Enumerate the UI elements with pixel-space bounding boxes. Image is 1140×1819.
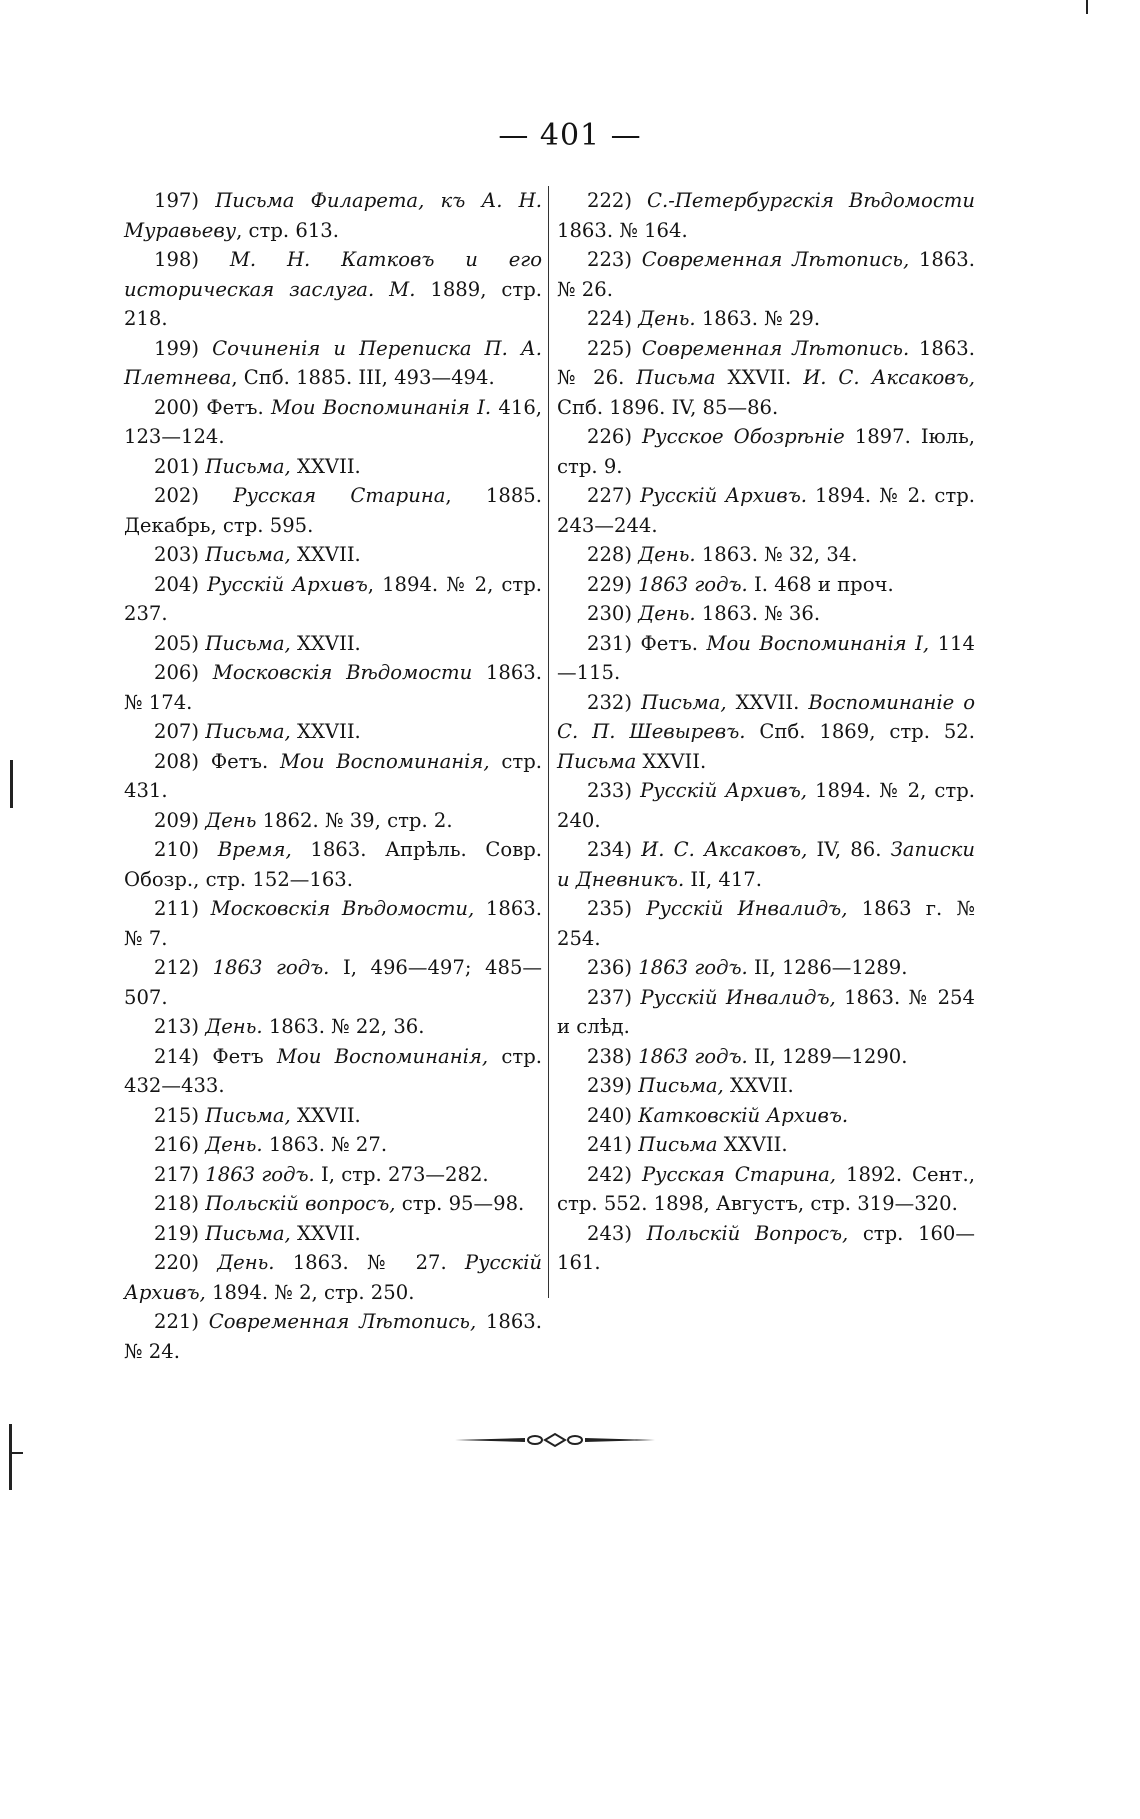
footnote-text: 1863. Апрѣль. Совр. Обозр., стр. 152—163. xyxy=(124,838,542,891)
footnote-number: 240) xyxy=(587,1103,639,1127)
footnote-title: 1863 годъ. xyxy=(638,1044,748,1068)
footnote-entry xyxy=(124,747,542,806)
footnote-text: 114—115. xyxy=(557,631,975,684)
footnote-text: 1863. № 27. xyxy=(262,1133,388,1156)
footnote-number: 199) xyxy=(154,336,213,360)
footnote-number: 233) xyxy=(587,779,641,802)
footnote-text: I, 496—497; 485—507. xyxy=(124,956,543,1009)
footnote-number: 214) xyxy=(154,1044,213,1068)
footnote-title: 1863 годъ. xyxy=(205,1162,315,1186)
footnote-entry xyxy=(124,658,542,717)
footnote-number: 200) xyxy=(154,395,207,419)
scan-mark xyxy=(1086,0,1088,14)
footnote-text: стр. 160—161. xyxy=(557,1221,975,1274)
footnote-text: 1863 г. № 254. xyxy=(557,897,975,950)
footnote-number: 201) xyxy=(154,454,206,478)
footnote-text: 1892. Сент., стр. 552. 1898, Августъ, стр. 319—320. xyxy=(557,1162,975,1215)
footnote-entry xyxy=(557,304,975,334)
footnote-text: Фетъ. xyxy=(210,749,280,773)
footnote-title: Русская Старина, xyxy=(642,1162,837,1186)
scan-mark xyxy=(11,1452,23,1454)
footnote-title: Письма, xyxy=(638,1074,724,1097)
footnote-number: 221) xyxy=(154,1310,209,1333)
footnote-number: 204) xyxy=(154,572,208,596)
footnote-number: 236) xyxy=(587,956,639,979)
footnote-number: 241) xyxy=(587,1133,639,1156)
footnote-number: 215) xyxy=(154,1103,206,1127)
footnote-title: С.-Петербургскія Вѣдомости xyxy=(647,189,975,212)
footnote-entry xyxy=(124,452,542,482)
footnote-number: 224) xyxy=(587,307,639,330)
footnote-text: II, 1289—1290. xyxy=(747,1044,908,1068)
footnote-text: 1894. № 2, стр. 250. xyxy=(205,1280,415,1304)
footnote-text: 1889, стр. 218. xyxy=(124,277,542,330)
footnote-text: 1894. № 2. стр. 243—244. xyxy=(557,484,975,537)
footnote-entry xyxy=(557,629,975,688)
footnote-text: XXVII. xyxy=(290,454,361,478)
footnote-text: XXVII. xyxy=(636,749,707,773)
footnote-title: День xyxy=(205,808,257,832)
footnote-entry xyxy=(557,688,975,777)
footnote-title: День. xyxy=(638,602,696,625)
footnote-number: 222) xyxy=(587,189,647,212)
footnote-number: 209) xyxy=(154,808,206,832)
footnote-number: 197) xyxy=(154,189,216,212)
footnote-text: , Спб. 1885. III, 493—494. xyxy=(231,366,495,389)
footnote-number: 220) xyxy=(154,1251,218,1274)
footnote-title: Письма, xyxy=(641,690,727,714)
footnote-entry xyxy=(557,1130,975,1160)
footnote-title: Мои Воспоминанія, xyxy=(279,749,490,773)
footnote-text: IV, 86. xyxy=(807,838,891,861)
footnote-text: 1863. № 26. xyxy=(557,336,975,389)
footnote-title: Русскій Архивъ, xyxy=(640,779,807,802)
footnote-title: Русскій Инвалидъ, xyxy=(646,897,848,920)
footnote-text: 1863. № 27. xyxy=(274,1251,465,1274)
footnote-text: 1863. № 29. xyxy=(695,307,821,330)
footnote-entry xyxy=(124,1042,542,1101)
footnote-entry xyxy=(557,835,975,894)
page-number: — 401 — xyxy=(498,118,642,153)
footnote-entry xyxy=(124,1219,542,1249)
column-divider xyxy=(548,186,549,1298)
footnote-text: стр. 95—98. xyxy=(395,1192,525,1215)
footnotes-left-column xyxy=(124,186,542,1366)
footnote-title: Русскій Архивъ. xyxy=(640,484,807,507)
footnote-text: 416, 123—124. xyxy=(124,395,543,448)
footnote-entry xyxy=(557,776,975,835)
footnote-title: Письма, xyxy=(205,1221,291,1245)
footnote-entry xyxy=(124,1012,542,1042)
footnote-entry xyxy=(557,540,975,570)
footnote-entry xyxy=(124,894,542,953)
footnote-number: 213) xyxy=(154,1015,206,1038)
footnote-number: 226) xyxy=(587,425,643,448)
footnote-number: 203) xyxy=(154,543,206,566)
footnote-number: 208) xyxy=(154,749,211,773)
footnote-number: 202) xyxy=(154,484,234,507)
footnote-entry xyxy=(124,334,542,393)
footnote-entry xyxy=(557,186,975,245)
footnote-text: XXVII. xyxy=(290,720,361,743)
footnote-title: День. xyxy=(638,307,696,330)
footnote-number: 218) xyxy=(154,1192,206,1215)
footnote-title: Московскія Вѣдомости xyxy=(212,661,473,684)
footnote-text: XXVII. xyxy=(290,543,361,566)
footnote-entry xyxy=(124,1160,542,1190)
footnote-number: 216) xyxy=(154,1133,206,1156)
footnote-entry xyxy=(557,983,975,1042)
footnote-text: XXVII. xyxy=(290,631,361,655)
footnote-text: Спб. 1896. IV, 85—86. xyxy=(557,395,779,419)
footnote-text: 1863. № 36. xyxy=(695,602,821,625)
footnote-title: Современная Лѣтопись, xyxy=(208,1310,477,1333)
footnote-number: 235) xyxy=(587,897,647,920)
footnote-number: 230) xyxy=(587,602,639,625)
footnote-number: 238) xyxy=(587,1044,639,1068)
footnote-text: XXVII. xyxy=(715,366,804,389)
footnote-entry xyxy=(124,1130,542,1160)
footnote-text: 1862. № 39, стр. 2. xyxy=(256,808,453,832)
footnote-title: Письма xyxy=(636,366,716,389)
footnote-text: Спб. 1869, стр. 52. xyxy=(745,720,975,743)
footnote-entry xyxy=(124,835,542,894)
footnote-text: Фетъ. xyxy=(640,631,707,655)
footnote-text: I, стр. 273—282. xyxy=(314,1162,489,1186)
footnote-title: Письма, xyxy=(205,720,291,743)
footnote-title: Время, xyxy=(217,838,292,861)
footnote-title: М. Н. Катковъ и его историческая заслуга. М. xyxy=(124,248,542,301)
footnote-entry xyxy=(557,894,975,953)
footnote-number: 219) xyxy=(154,1221,206,1245)
scan-mark xyxy=(10,760,13,808)
footnote-title: Письма, xyxy=(205,1103,291,1127)
footnote-entry xyxy=(557,953,975,983)
footnote-entry xyxy=(124,806,542,836)
footnote-title: Русскій Архивъ, xyxy=(124,1251,542,1304)
footnote-entry xyxy=(124,1248,542,1307)
footnote-entry xyxy=(557,481,975,540)
footnote-number: 232) xyxy=(587,690,642,714)
footnote-number: 229) xyxy=(587,572,639,596)
footnote-title: Современная Лѣтопись, xyxy=(641,248,910,271)
footnote-number: 210) xyxy=(154,838,218,861)
footnote-number: 206) xyxy=(154,661,213,684)
footnote-number: 239) xyxy=(587,1074,639,1097)
footnote-title: Письма, xyxy=(205,631,291,655)
footnote-title: Современная Лѣтопись. xyxy=(641,336,910,360)
footnote-entry xyxy=(557,570,975,600)
footnote-text: 1863. № 26. xyxy=(557,248,975,301)
footnote-number: 205) xyxy=(154,631,206,655)
footnote-title: Катковскій Архивъ. xyxy=(638,1103,849,1127)
footnote-number: 228) xyxy=(587,543,639,566)
footnote-number: 212) xyxy=(154,956,213,979)
footnote-text: XXVII. xyxy=(726,690,809,714)
footnote-text: 1863. № 24. xyxy=(124,1310,542,1363)
footnote-number: 231) xyxy=(587,631,641,655)
footnote-entry xyxy=(124,1101,542,1131)
footnote-title: Русскій Архивъ xyxy=(207,572,368,596)
footnote-text: Фетъ xyxy=(212,1044,277,1068)
footnote-title: Записки и Дневникъ. xyxy=(557,838,975,891)
footnote-text: 1863. № 32, 34. xyxy=(695,543,858,566)
footnote-title: День. xyxy=(217,1251,275,1274)
footnote-entry xyxy=(124,717,542,747)
footnote-text: 1863. № 22, 36. xyxy=(262,1015,425,1038)
footnote-entry xyxy=(124,1307,542,1366)
footnote-text: XXVII. xyxy=(723,1074,794,1097)
footnote-title: День. xyxy=(205,1133,263,1156)
footnote-number: 242) xyxy=(587,1162,642,1186)
footnote-text: , 1894. № 2, стр. 237. xyxy=(124,572,542,625)
footnote-text: I. 468 и проч. xyxy=(747,572,894,596)
footnote-text: XXVII. xyxy=(717,1133,788,1156)
footnote-title: Мои Воспоминанія I. xyxy=(270,395,492,419)
scan-mark xyxy=(9,1424,12,1490)
footnote-title: Письма xyxy=(557,749,637,773)
footnote-number: 207) xyxy=(154,720,206,743)
footnote-entry xyxy=(557,599,975,629)
footnote-title: И. С. Аксаковъ, xyxy=(803,366,975,389)
footnote-text: 1897. Іюль, стр. 9. xyxy=(557,425,975,478)
footnote-entry xyxy=(557,1160,975,1219)
footnote-entry xyxy=(124,629,542,659)
footnote-text: XXVII. xyxy=(290,1221,361,1245)
footnote-entry xyxy=(124,570,542,629)
footnote-title: Польскій Вопросъ, xyxy=(646,1221,849,1245)
footnote-entry xyxy=(557,1042,975,1072)
footnote-text: Фетъ. xyxy=(206,395,271,419)
footnote-text: II, 1286—1289. xyxy=(747,956,908,979)
footnotes-right-column xyxy=(557,186,975,1278)
footnote-number: 227) xyxy=(587,484,641,507)
footnote-text: 1863. № 7. xyxy=(124,897,542,950)
footnote-number: 237) xyxy=(587,985,641,1009)
footnote-title: Воспоминаніе о С. П. Шевыревъ. xyxy=(557,690,975,743)
footnote-title: Письма Филарета, къ А. Н. Муравьеву xyxy=(124,189,542,242)
footnote-title: Сочиненія и Переписка П. А. Плетнева xyxy=(124,336,542,389)
footnote-text: , стр. 613. xyxy=(236,218,339,242)
footnote-text: стр. 432—433. xyxy=(124,1044,542,1097)
footnote-number: 223) xyxy=(587,248,642,271)
footnote-text: II, 417. xyxy=(684,867,762,891)
footnote-text: 1863. № 164. xyxy=(557,218,688,242)
footnote-text: 1863. № 174. xyxy=(124,661,543,714)
end-ornament xyxy=(455,1430,655,1450)
footnote-entry xyxy=(124,245,542,334)
footnote-title: Русская Старина xyxy=(233,484,446,507)
footnote-title: Письма, xyxy=(205,454,291,478)
footnote-title: 1863 годъ. xyxy=(638,956,748,979)
footnote-text: стр. 431. xyxy=(124,749,542,802)
footnote-entry xyxy=(124,393,542,452)
footnote-entry xyxy=(557,1219,975,1278)
footnote-title: День. xyxy=(205,1015,263,1038)
footnote-title: День. xyxy=(638,543,696,566)
footnote-entry xyxy=(124,1189,542,1219)
footnote-number: 198) xyxy=(154,248,230,271)
footnote-title: 1863 годъ. xyxy=(212,956,330,979)
footnote-entry xyxy=(557,1071,975,1101)
footnote-title: И. С. Аксаковъ, xyxy=(641,838,808,861)
footnote-entry xyxy=(557,422,975,481)
footnote-title: Русскій Инвалидъ, xyxy=(640,985,836,1009)
footnote-title: Письма, xyxy=(205,543,291,566)
footnote-title: Польскій вопросъ, xyxy=(205,1192,396,1215)
footnote-entry xyxy=(124,953,542,1012)
footnote-title: Мои Воспоминанія I, xyxy=(706,631,930,655)
footnote-text: , 1885. Декабрь, стр. 595. xyxy=(124,484,542,537)
footnote-entry xyxy=(557,245,975,304)
footnote-number: 234) xyxy=(587,838,642,861)
footnote-title: 1863 годъ. xyxy=(638,572,748,596)
footnote-title: Московскія Вѣдомости, xyxy=(210,897,475,920)
footnote-title: Русское Обозрѣніе xyxy=(642,425,845,448)
footnote-entry xyxy=(124,481,542,540)
footnote-entry xyxy=(124,186,542,245)
footnote-number: 243) xyxy=(587,1221,647,1245)
footnote-text: 1894. № 2, стр. 240. xyxy=(557,779,975,832)
footnote-entry xyxy=(124,540,542,570)
footnote-entry xyxy=(557,1101,975,1131)
footnote-text: XXVII. xyxy=(290,1103,361,1127)
footnote-entry xyxy=(557,334,975,423)
footnote-number: 217) xyxy=(154,1162,206,1186)
footnote-number: 211) xyxy=(154,897,211,920)
footnote-number: 225) xyxy=(587,336,642,360)
footnote-text: 1863. № 254 и слѣд. xyxy=(557,985,975,1038)
footnote-title: Мои Воспоминанія, xyxy=(276,1044,489,1068)
footnote-title: Письма xyxy=(638,1133,718,1156)
